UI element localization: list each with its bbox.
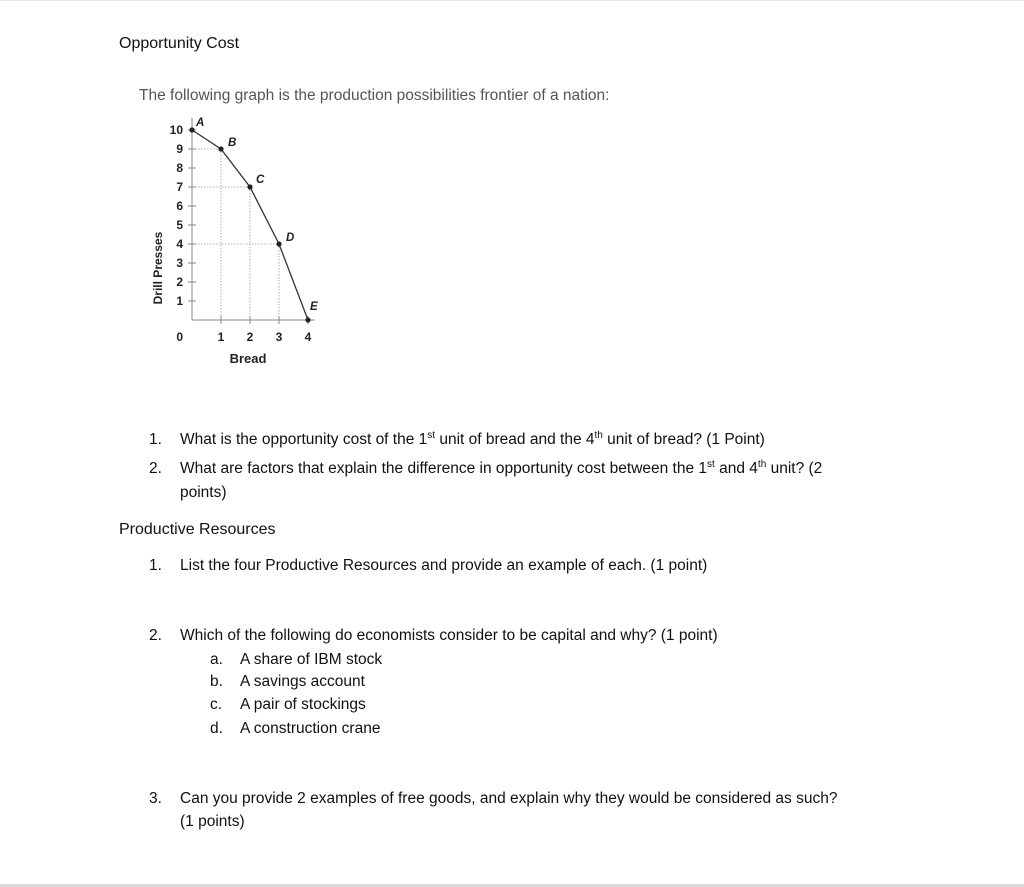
- y-tick-label-1: 1: [176, 294, 183, 308]
- oc-q1-sup-b: th: [594, 429, 603, 441]
- point-label-A: A: [196, 117, 205, 129]
- pr-question-3: Can you provide 2 examples of free goods, and explain why they would be considered as such?: [180, 790, 838, 807]
- point-C: [247, 184, 252, 189]
- option-d-text: A construction crane: [240, 720, 381, 737]
- oc-q2-text-b: and 4: [714, 460, 758, 477]
- point-label-D: D: [286, 232, 295, 244]
- oc-question-1-number: 1.: [149, 431, 162, 448]
- ppf-points: [189, 117, 318, 323]
- pr-question-3-number: 3.: [149, 790, 162, 807]
- pr-question-2-number: 2.: [149, 627, 162, 644]
- oc-q1-text-a: What is the opportunity cost of the 1: [180, 431, 428, 448]
- option-d-letter: d.: [210, 720, 223, 737]
- point-label-B: B: [228, 137, 237, 149]
- y-tick-label-10: 10: [169, 123, 183, 137]
- oc-q1-text-c: unit of bread? (1 Point): [602, 431, 765, 448]
- y-tick-label-3: 3: [176, 256, 183, 270]
- option-c-letter: c.: [210, 696, 223, 713]
- point-E: [305, 317, 310, 322]
- ppf-curve: [192, 130, 308, 320]
- x-tick-label-3: 3: [275, 330, 283, 344]
- y-axis-label: Drill Presses: [151, 231, 165, 305]
- oc-q2-text-a: What are factors that explain the difference in opportunity cost between the 1: [180, 460, 708, 477]
- y-tick-label-5: 5: [176, 218, 183, 232]
- oc-question-2: [180, 459, 822, 479]
- x-tick-label-2: 2: [246, 330, 254, 344]
- section-title-opportunity-cost: Opportunity Cost: [119, 35, 240, 52]
- ppf-chart: [140, 108, 340, 378]
- option-c-text: A pair of stockings: [240, 696, 366, 713]
- point-D: [276, 241, 281, 246]
- oc-q1-sup-a: st: [427, 429, 436, 441]
- x-tick-label-4: 4: [304, 330, 312, 344]
- pr-question-3-line2: (1 points): [180, 813, 245, 830]
- option-a-text: A share of IBM stock: [240, 651, 383, 668]
- option-b-letter: b.: [210, 673, 223, 690]
- x-axis-label: Bread: [229, 351, 267, 366]
- y-tick-label-6: 6: [176, 199, 183, 213]
- y-tick-label-4: 4: [176, 237, 183, 251]
- y-tick-label-8: 8: [176, 161, 183, 175]
- point-A: [189, 127, 194, 132]
- y-tick-label-7: 7: [176, 180, 183, 194]
- intro-text: The following graph is the production possibilities frontier of a nation:: [139, 87, 610, 104]
- oc-q2-sup-a: st: [707, 458, 715, 470]
- x-tick-label-0: 0: [176, 330, 183, 344]
- pr-question-1: List the four Productive Resources and provide an example of each. (1 point): [180, 557, 708, 574]
- point-label-C: C: [256, 174, 265, 186]
- y-tick-label-9: 9: [176, 142, 183, 156]
- chart-gridlines: [192, 149, 279, 320]
- oc-q2-sup-b: th: [757, 458, 767, 470]
- point-B: [218, 146, 223, 151]
- oc-question-1: [180, 430, 765, 450]
- top-border: [0, 0, 1024, 1]
- point-label-E: E: [310, 301, 318, 313]
- y-tick-label-2: 2: [176, 275, 183, 289]
- oc-question-2-line2: points): [180, 484, 227, 501]
- pr-question-2: Which of the following do economists consider to be capital and why? (1 point): [180, 627, 718, 644]
- option-a-letter: a.: [210, 651, 223, 668]
- pr-question-1-number: 1.: [149, 557, 162, 574]
- section-title-productive-resources: Productive Resources: [119, 521, 276, 538]
- oc-q2-text-c: unit? (2: [766, 460, 823, 477]
- oc-question-2-number: 2.: [149, 460, 162, 477]
- x-tick-label-1: 1: [217, 330, 225, 344]
- option-b-text: A savings account: [240, 673, 365, 690]
- oc-q1-text-b: unit of bread and the 4: [435, 431, 595, 448]
